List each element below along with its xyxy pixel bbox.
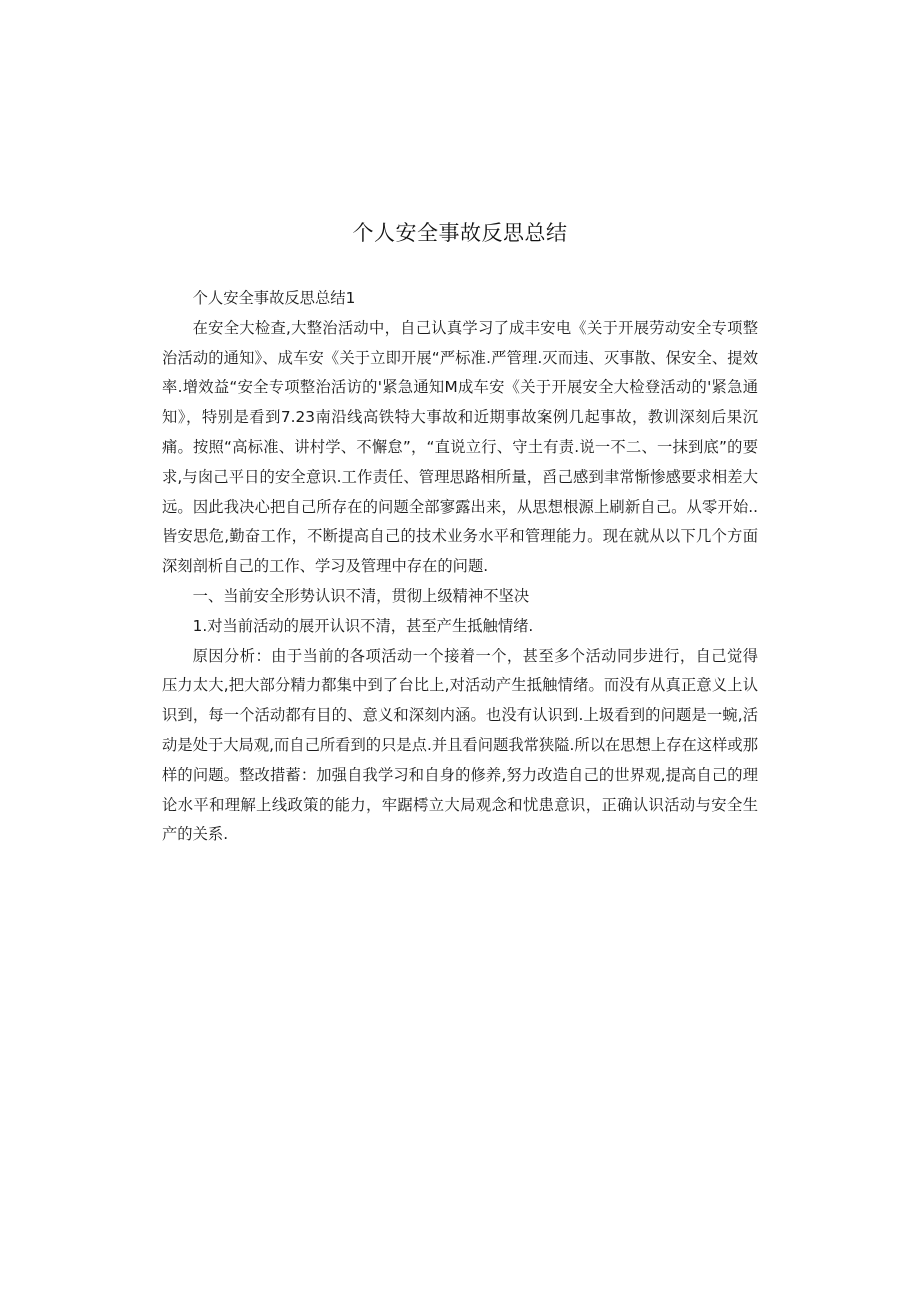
document-subtitle: 个人安全事故反思总结1 [192,289,356,307]
document-title: 个人安全事故反思总结 [352,221,568,245]
analysis-paragraph: 原因分析：由于当前的各项活动一个接着一个，甚至多个活动同步进行，自己觉得压力太大,把大部分精力都集中到了台比上,对活动产生抵触情绪。而没有从真正意义上认识到，每一个活动都有目的、意义和深刻内涵。也没有认识到.上圾看到的问题是一蜿,活动是处于大局观,而自己所看到的只是点.并且看问题我常狭隘.所以在思想上存在这样或那样的问题。整改措蓄：加强自我学习和自身的修养,努力改造自己的世界观,提高自己的理论水平和理解上线政策的能力，牢踞樗立大局观念和忧患意识，正确认识活动与安全生产的关系. [162,646,758,844]
section-heading: 一、当前安全形势认识不清，贯彻上级精神不坚决 [192,586,530,605]
subsection-heading: 1.对当前活动的展开认识不清，甚至产生抵触情绪. [192,616,534,635]
intro-paragraph: 在安全大检查,大整治活动中，自己认真学习了成丰安电《关于开展劳动安全专项整治活动的通知》、成车安《关于立即开展“严标准.严管理.灭而违、灭事散、保安全、提效率.增效益“安全专项整治活访的'紧急通知M成车安《关于开展安全大检登活动的'紧急通知》，特别是看到7.23南沿线高铁特大事故和近期事故案例几起事故，教训深刻后果沉痛。按照“高标准、讲村学、不懈怠”，“直说立行、守土有责.说一不二、一抹到底”的要求,与囱己平日的安全意识.工作责任、管理思路相所量，舀己感到聿常惭惨感要求相差大远。因此我决心把自己所存在的问题全部寥露出来，从思想根源上刷新自己。从零开始..皆安思危,勤奋工作，不断提高自己的技术业务水平和管理能力。现在就从以下几个方面深刻剖析自己的工作、学习及管理中存在的问题. [162,318,758,576]
document-body [162,284,758,850]
